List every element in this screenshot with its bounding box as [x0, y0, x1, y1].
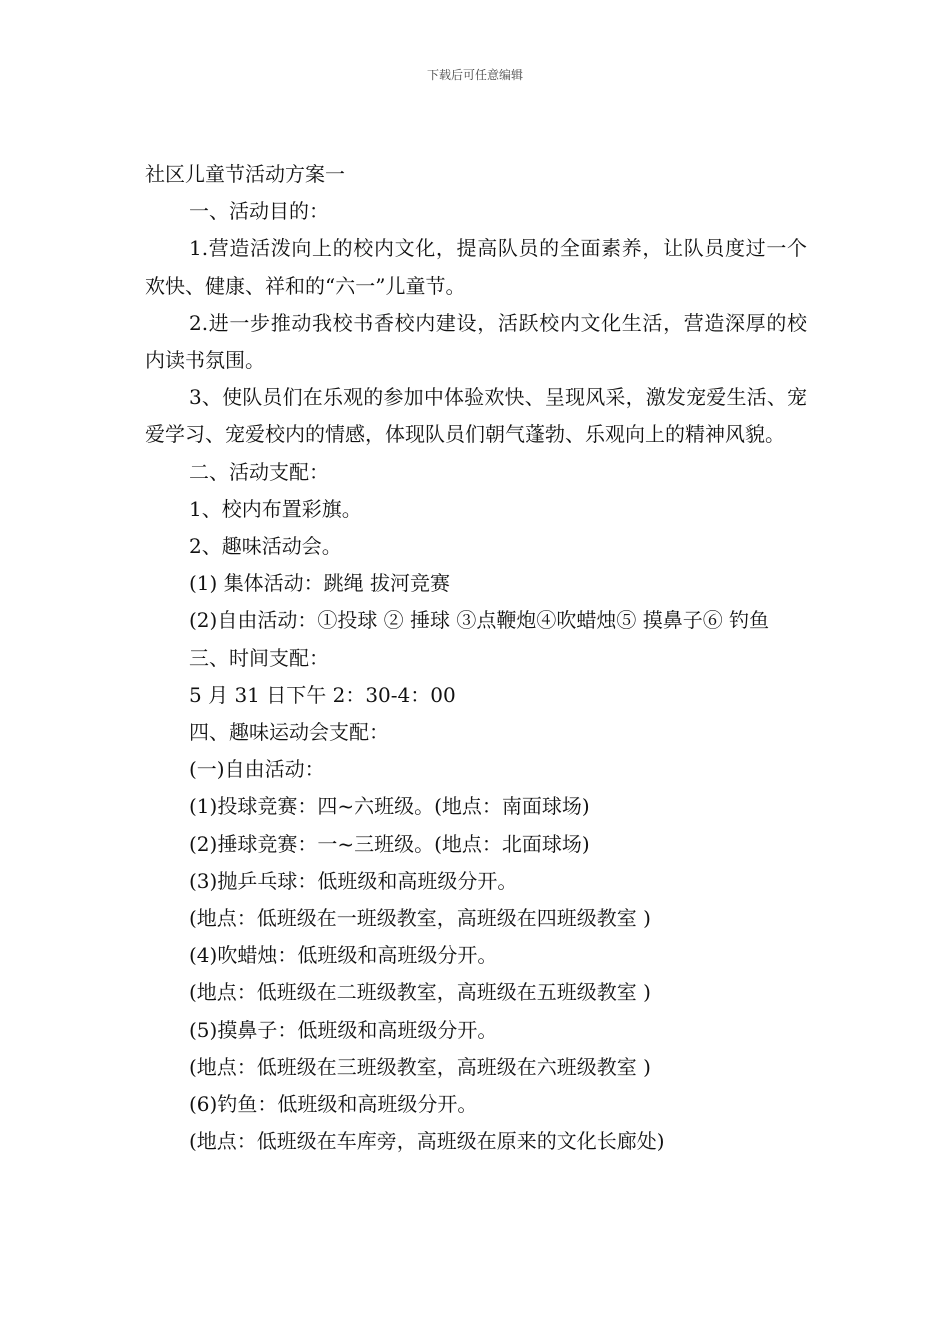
paragraph: 2、趣味活动会。 — [189, 534, 342, 559]
paragraph: (1) 集体活动：跳绳 拔河竞赛 — [189, 571, 451, 596]
paragraph: (5)摸鼻子：低班级和高班级分开。 — [189, 1017, 498, 1042]
paragraph: (一)自由活动： — [189, 757, 325, 782]
paragraph: (地点：低班级在车库旁，高班级在原来的文化长廊处) — [189, 1129, 665, 1154]
paragraph: (地点：低班级在二班级教室，高班级在五班级教室 ) — [189, 980, 651, 1005]
paragraph: (2)捶球竞赛：一~三班级。(地点：北面球场) — [189, 831, 590, 856]
paragraph: (地点：低班级在三班级教室，高班级在六班级教室 ) — [189, 1054, 651, 1079]
paragraph: (1)投球竞赛：四~六班级。(地点：南面球场) — [189, 794, 590, 819]
paragraph: 3、使队员们在乐观的参加中体验欢快、呈现风采，激发宠爱生活、宠爱学习、宠爱校内的情感，体现队员们朝气蓬勃、乐观向上的精神风貌。 — [145, 385, 807, 447]
section-heading-purpose: 一、活动目的： — [189, 199, 329, 224]
paragraph: (地点：低班级在一班级教室，高班级在四班级教室 ) — [189, 906, 651, 931]
section-heading-arrangement: 二、活动支配： — [189, 459, 329, 484]
paragraph: 2.进一步推动我校书香校内建设，活跃校内文化生活，营造深厚的校内读书氛围。 — [145, 310, 807, 373]
paragraph: 1.营造活泼向上的校内文化，提高队员的全面素养，让队员度过一个欢快、健康、祥和的“六一”儿童节。 — [145, 236, 807, 298]
paragraph: (3)抛乒乓球：低班级和高班级分开。 — [189, 868, 518, 893]
paragraph: (6)钓鱼：低班级和高班级分开。 — [189, 1092, 478, 1117]
document-body — [145, 156, 807, 1160]
section-heading-games: 四、趣味运动会支配： — [189, 720, 389, 745]
paragraph: 1、校内布置彩旗。 — [189, 496, 362, 521]
paragraph: (2)自由活动：①投球 ② 捶球 ③点鞭炮④吹蜡烛⑤ 摸鼻子⑥ 钓鱼 — [189, 608, 770, 633]
document-title: 社区儿童节活动方案一 — [145, 162, 345, 186]
paragraph: 5 月 31 日下午 2：30-4：00 — [189, 682, 456, 707]
page-header: 下载后可任意编辑 — [426, 68, 523, 82]
section-heading-time: 三、时间支配： — [189, 645, 329, 670]
paragraph: (4)吹蜡烛：低班级和高班级分开。 — [189, 943, 498, 968]
